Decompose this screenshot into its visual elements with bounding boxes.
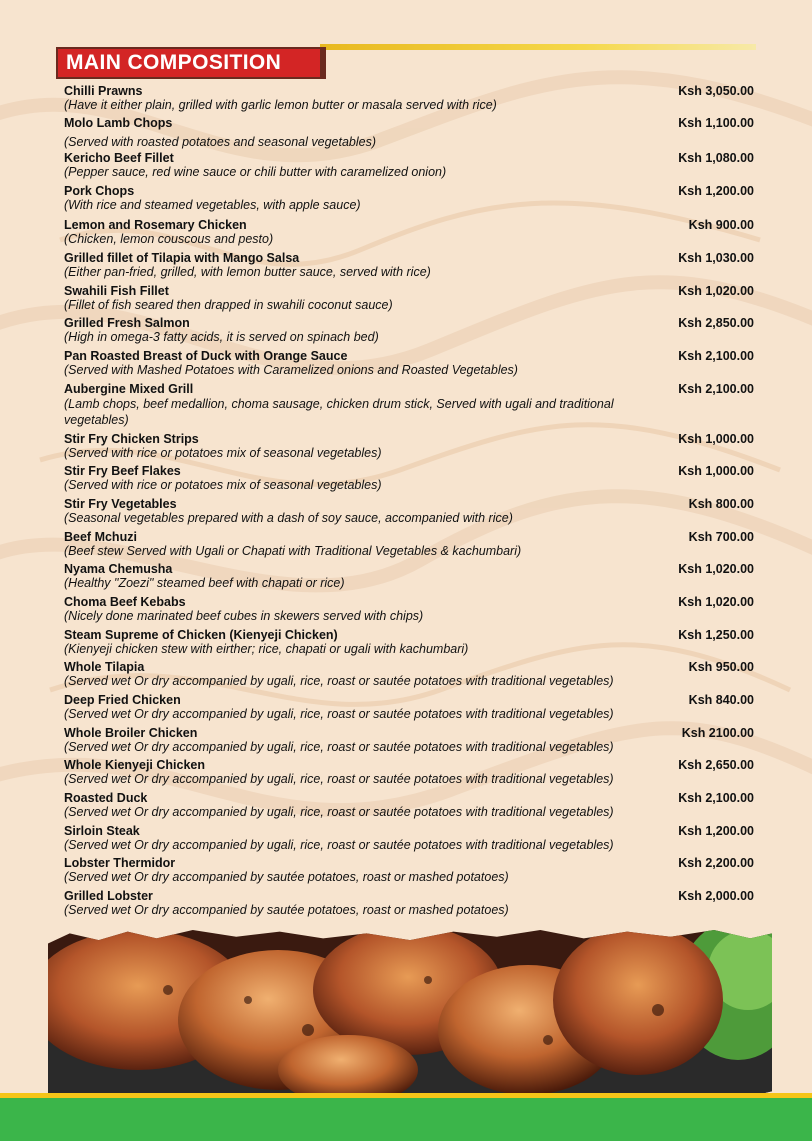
menu-item-price: Ksh 1,020.00 (678, 284, 754, 298)
menu-item-description: (Healthy "Zoezi" steamed beef with chapati or rice) (64, 576, 345, 590)
menu-item (64, 497, 756, 525)
menu-item (64, 432, 756, 460)
menu-item-name: Stir Fry Beef Flakes (64, 464, 181, 478)
menu-item-price: Ksh 1,200.00 (678, 184, 754, 198)
menu-item-description: (Served wet Or dry accompanied by sautée potatoes, roast or mashed potatoes) (64, 903, 509, 917)
menu-item-price: Ksh 2,100.00 (678, 791, 754, 805)
menu-item (64, 218, 756, 246)
menu-item-description: (Chicken, lemon couscous and pesto) (64, 232, 274, 246)
menu-item-name: Lemon and Rosemary Chicken (64, 218, 247, 232)
menu-item-price: Ksh 3,050.00 (678, 84, 754, 98)
menu-item-description: (Pepper sauce, red wine sauce or chili butter with caramelized onion) (64, 165, 447, 179)
menu-item-name: Lobster Thermidor (64, 856, 176, 870)
menu-item-name: Stir Fry Chicken Strips (64, 432, 199, 446)
section-title: MAIN COMPOSITION (58, 49, 320, 77)
menu-item-description: (Beef stew Served with Ugali or Chapati with Traditional Vegetables & kachumbari) (64, 544, 522, 558)
menu-item (64, 530, 756, 558)
menu-item-description: (High in omega-3 fatty acids, it is served on spinach bed) (64, 330, 379, 344)
menu-item (64, 316, 756, 344)
menu-item-price: Ksh 2,650.00 (678, 758, 754, 772)
menu-item-name: Steam Supreme of Chicken (Kienyeji Chicken) (64, 628, 338, 642)
footer-bar (0, 1098, 812, 1141)
menu-item (64, 758, 756, 786)
menu-item-description: (Seasonal vegetables prepared with a dash of soy sauce, accompanied with rice) (64, 511, 513, 525)
menu-item-price: Ksh 2,000.00 (678, 889, 754, 903)
menu-item-name: Stir Fry Vegetables (64, 497, 177, 511)
menu-item-description: (Served with roasted potatoes and seasonal vegetables) (64, 135, 376, 149)
menu-item-description: (Fillet of fish seared then drapped in swahili coconut sauce) (64, 298, 393, 312)
menu-item (64, 284, 756, 312)
menu-item-name: Grilled Fresh Salmon (64, 316, 190, 330)
menu-item-name: Aubergine Mixed Grill (64, 382, 194, 396)
menu-item-description: (Served wet Or dry accompanied by ugali, rice, roast or sautée potatoes with traditional vegetables) (64, 772, 614, 786)
menu-item-name: Beef Mchuzi (64, 530, 137, 544)
menu-item-name: Nyama Chemusha (64, 562, 173, 576)
menu-item-name: Whole Broiler Chicken (64, 726, 198, 740)
menu-item-name: Deep Fried Chicken (64, 693, 181, 707)
menu-item-description: (Nicely done marinated beef cubes in skewers served with chips) (64, 609, 424, 623)
menu-item-description: (Served with rice or potatoes mix of seasonal vegetables) (64, 446, 382, 460)
menu-item-price: Ksh 1,020.00 (678, 595, 754, 609)
menu-item-price: Ksh 840.00 (688, 693, 754, 707)
menu-item (64, 726, 756, 754)
menu-item-name: Pan Roasted Breast of Duck with Orange Sauce (64, 349, 348, 363)
menu-item-name: Molo Lamb Chops (64, 116, 173, 130)
menu-item-price: Ksh 1,200.00 (678, 824, 754, 838)
menu-item-description: (With rice and steamed vegetables, with apple sauce) (64, 198, 361, 212)
menu-item-price: Ksh 2,100.00 (678, 382, 754, 396)
menu-item-name: Pork Chops (64, 184, 135, 198)
menu-item-description: (Served with rice or potatoes mix of seasonal vegetables) (64, 478, 382, 492)
menu-item (64, 562, 756, 590)
menu-item-description: (Served wet Or dry accompanied by ugali, rice, roast or sautée potatoes with traditional vegetables) (64, 740, 614, 754)
menu-item (64, 464, 756, 492)
menu-item-description: (Either pan-fried, grilled, with lemon butter sauce, served with rice) (64, 265, 431, 279)
menu-item (64, 693, 756, 721)
menu-item-description: (Served wet Or dry accompanied by ugali, rice, roast or sautée potatoes with traditional vegetables) (64, 707, 614, 721)
header-accent-rule (320, 44, 756, 50)
menu-item-name: Whole Kienyeji Chicken (64, 758, 206, 772)
menu-item-description: (Served wet Or dry accompanied by ugali, rice, roast or sautée potatoes with traditional vegetables) (64, 838, 614, 852)
menu-item (64, 595, 756, 623)
menu-item (64, 660, 756, 688)
menu-item (64, 116, 756, 149)
menu-item-price: Ksh 2,100.00 (678, 349, 754, 363)
menu-item-name: Chilli Prawns (64, 84, 143, 98)
menu-item-description: (Lamb chops, beef medallion, choma sausage, chicken drum stick, Served with ugali and traditional vegetables) (64, 397, 614, 427)
menu-item (64, 824, 756, 852)
menu-item-name: Roasted Duck (64, 791, 148, 805)
menu-item (64, 349, 756, 377)
menu-item (64, 382, 756, 428)
grilled-chicken-photo (48, 930, 772, 1098)
menu-item-price: Ksh 1,020.00 (678, 562, 754, 576)
menu-item-name: Kericho Beef Fillet (64, 151, 174, 165)
menu-item (64, 84, 756, 112)
menu-item-name: Sirloin Steak (64, 824, 140, 838)
menu-item (64, 889, 756, 917)
menu-item-name: Grilled Lobster (64, 889, 153, 903)
menu-item-price: Ksh 1,000.00 (678, 432, 754, 446)
menu-item-description: (Served wet Or dry accompanied by sautée potatoes, roast or mashed potatoes) (64, 870, 509, 884)
menu-item (64, 151, 756, 179)
menu-item-price: Ksh 1,100.00 (678, 116, 754, 130)
menu-item-price: Ksh 800.00 (688, 497, 754, 511)
menu-item-price: Ksh 2,200.00 (678, 856, 754, 870)
menu-item-name: Choma Beef Kebabs (64, 595, 186, 609)
menu-item-price: Ksh 1,000.00 (678, 464, 754, 478)
menu-item-price: Ksh 900.00 (688, 218, 754, 232)
menu-item (64, 628, 756, 656)
menu-item (64, 251, 756, 279)
menu-item-price: Ksh 2,850.00 (678, 316, 754, 330)
menu-item-description: (Served wet Or dry accompanied by ugali, rice, roast or sautée potatoes with traditional vegetables) (64, 805, 614, 819)
menu-item-name: Swahili Fish Fillet (64, 284, 169, 298)
menu-item-price: Ksh 1,030.00 (678, 251, 754, 265)
menu-item-description: (Served wet Or dry accompanied by ugali, rice, roast or sautée potatoes with traditional vegetables) (64, 674, 614, 688)
menu-item-price: Ksh 700.00 (688, 530, 754, 544)
menu-item-description: (Have it either plain, grilled with garlic lemon butter or masala served with rice) (64, 98, 497, 112)
menu-item (64, 184, 756, 212)
menu-item-price: Ksh 2100.00 (681, 726, 754, 740)
menu-item (64, 856, 756, 884)
menu-item-price: Ksh 1,080.00 (678, 151, 754, 165)
menu-item-price: Ksh 950.00 (688, 660, 754, 674)
menu-item (64, 791, 756, 819)
menu-item-description: (Served with Mashed Potatoes with Caramelized onions and Roasted Vegetables) (64, 363, 518, 377)
menu-item-description: (Kienyeji chicken stew with eirther; rice, chapati or ugali with kachumbari) (64, 642, 469, 656)
menu-item-name: Grilled fillet of Tilapia with Mango Salsa (64, 251, 300, 265)
menu-item-name: Whole Tilapia (64, 660, 145, 674)
menu-item-price: Ksh 1,250.00 (678, 628, 754, 642)
